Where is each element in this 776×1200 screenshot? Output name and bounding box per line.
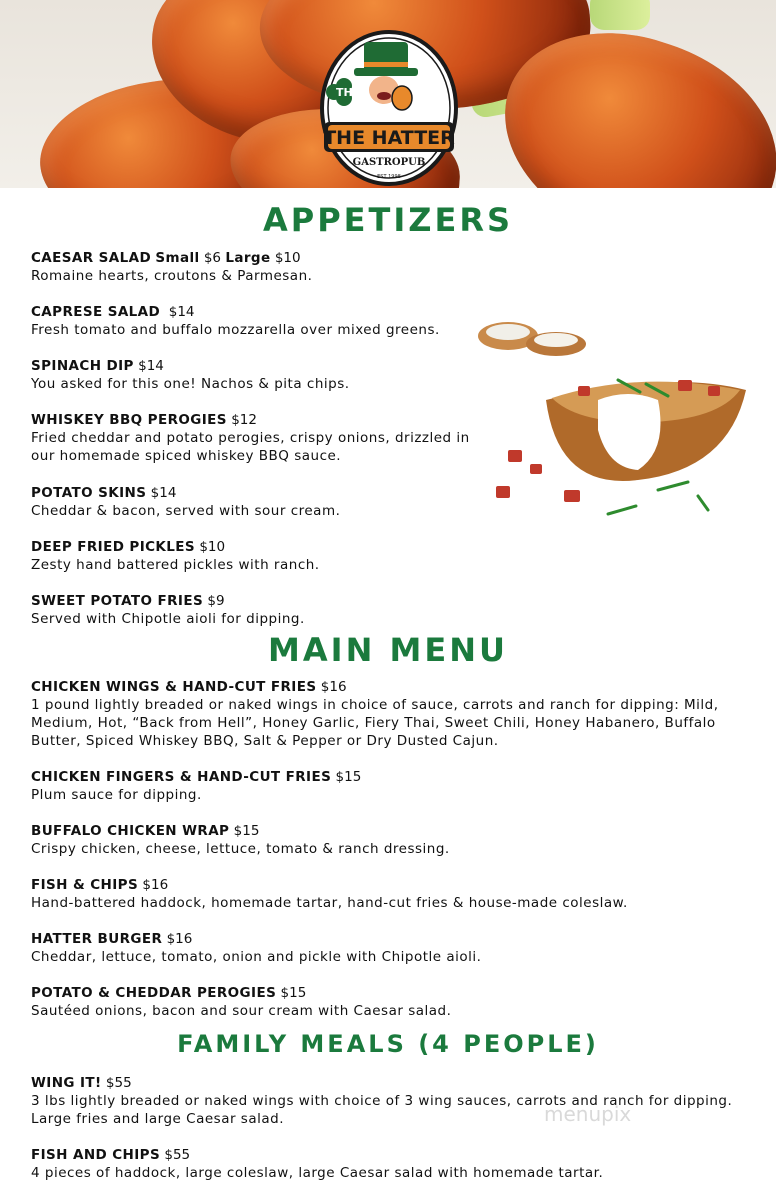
hatter-logo (318, 30, 460, 190)
item-name: POTATO SKINS (31, 485, 147, 501)
menu-item (31, 303, 751, 339)
section-title-main-menu: MAIN MENU (268, 631, 508, 669)
item-description: Crispy chicken, cheese, lettuce, tomato & ranch dressing. (31, 841, 450, 857)
item-name: CAPRESE SALAD (31, 304, 161, 320)
item-name: CAESAR SALAD (31, 250, 152, 266)
menu-item (31, 249, 751, 285)
menu-item (31, 768, 751, 804)
logo-name-text: THE HATTER (323, 127, 455, 149)
logo-the-text: THE (336, 86, 361, 99)
menu-item (31, 984, 751, 1020)
item-description: 4 pieces of haddock, large coleslaw, large Caesar salad with homemade tartar. (31, 1165, 604, 1181)
logo-sub-text: GASTROPUB (352, 157, 426, 168)
item-price: $55 (164, 1147, 191, 1163)
watermark: menupix (544, 1102, 632, 1126)
item-price-label: Small (155, 250, 200, 266)
item-price: $16 (166, 931, 193, 947)
menu-item (31, 592, 751, 628)
item-description: Cheddar, lettuce, tomato, onion and pickle with Chipotle aioli. (31, 949, 482, 965)
item-price: $15 (335, 769, 362, 785)
item-price: $10 (274, 250, 301, 266)
item-price: $10 (199, 539, 226, 555)
section-title-family-meals: FAMILY MEALS (4 PEOPLE) (177, 1030, 599, 1058)
item-name: WING IT! (31, 1075, 102, 1091)
item-description: Zesty hand battered pickles with ranch. (31, 557, 320, 573)
item-name: FISH AND CHIPS (31, 1147, 161, 1163)
item-name: FISH & CHIPS (31, 877, 139, 893)
menu-item (31, 484, 751, 520)
menu-item (31, 930, 751, 966)
item-description: You asked for this one! Nachos & pita chips. (31, 376, 350, 392)
item-name: SWEET POTATO FRIES (31, 593, 204, 609)
menu-item (31, 1074, 751, 1128)
item-price: $16 (142, 877, 169, 893)
item-price: $9 (207, 593, 225, 609)
item-price: $55 (105, 1075, 132, 1091)
item-name: SPINACH DIP (31, 358, 134, 374)
logo-est-text: EST 1998 (377, 174, 401, 180)
item-name: BUFFALO CHICKEN WRAP (31, 823, 230, 839)
item-price-label: Large (225, 250, 271, 266)
menu-item (31, 411, 491, 465)
item-price: $6 (203, 250, 222, 266)
item-description: Fried cheddar and potato perogies, crispy onions, drizzled in our homemade spiced whiskey BBQ sauce. (31, 430, 470, 464)
item-description: Plum sauce for dipping. (31, 787, 202, 803)
item-name: WHISKEY BBQ PEROGIES (31, 412, 227, 428)
item-description: Cheddar & bacon, served with sour cream. (31, 503, 341, 519)
item-price: $15 (280, 985, 307, 1001)
item-description: 3 lbs lightly breaded or naked wings with choice of 3 wing sauces, carrots and ranch for dipping. Large fries and large Caesar salad. (31, 1093, 733, 1127)
item-description: Romaine hearts, croutons & Parmesan. (31, 268, 313, 284)
item-price: $12 (231, 412, 257, 428)
section-title-appetizers: APPETIZERS (262, 201, 513, 239)
item-description: Fresh tomato and buffalo mozzarella over mixed greens. (31, 322, 440, 338)
item-name: HATTER BURGER (31, 931, 163, 947)
menu-item (31, 822, 751, 858)
item-description: 1 pound lightly breaded or naked wings in choice of sauce, carrots and ranch for dipping: Mild, Medium, Hot, “Back from Hell”, Honey Garlic, Fiery Thai, Sweet Chili, Honey Habanero, Buffalo Butter, Spiced Whiskey BBQ, Salt & Pepper or Dry Dusted Cajun. (31, 697, 719, 749)
item-price: $16 (320, 679, 347, 695)
item-name: POTATO & CHEDDAR PEROGIES (31, 985, 277, 1001)
item-price: $14 (168, 304, 195, 320)
item-price: $14 (138, 358, 164, 374)
menu-item (31, 678, 751, 750)
item-price: $14 (150, 485, 177, 501)
menu-item (31, 1146, 751, 1182)
item-name: CHICKEN WINGS & HAND-CUT FRIES (31, 679, 317, 695)
item-description: Sautéed onions, bacon and sour cream with Caesar salad. (31, 1003, 452, 1019)
item-description: Served with Chipotle aioli for dipping. (31, 611, 305, 627)
menu-item (31, 357, 751, 393)
item-name: DEEP FRIED PICKLES (31, 539, 196, 555)
item-name: CHICKEN FINGERS & HAND-CUT FRIES (31, 769, 332, 785)
menu-item (31, 538, 751, 574)
item-price: $15 (233, 823, 260, 839)
menu-item (31, 876, 751, 912)
item-description: Hand-battered haddock, homemade tartar, hand-cut fries & house-made coleslaw. (31, 895, 628, 911)
